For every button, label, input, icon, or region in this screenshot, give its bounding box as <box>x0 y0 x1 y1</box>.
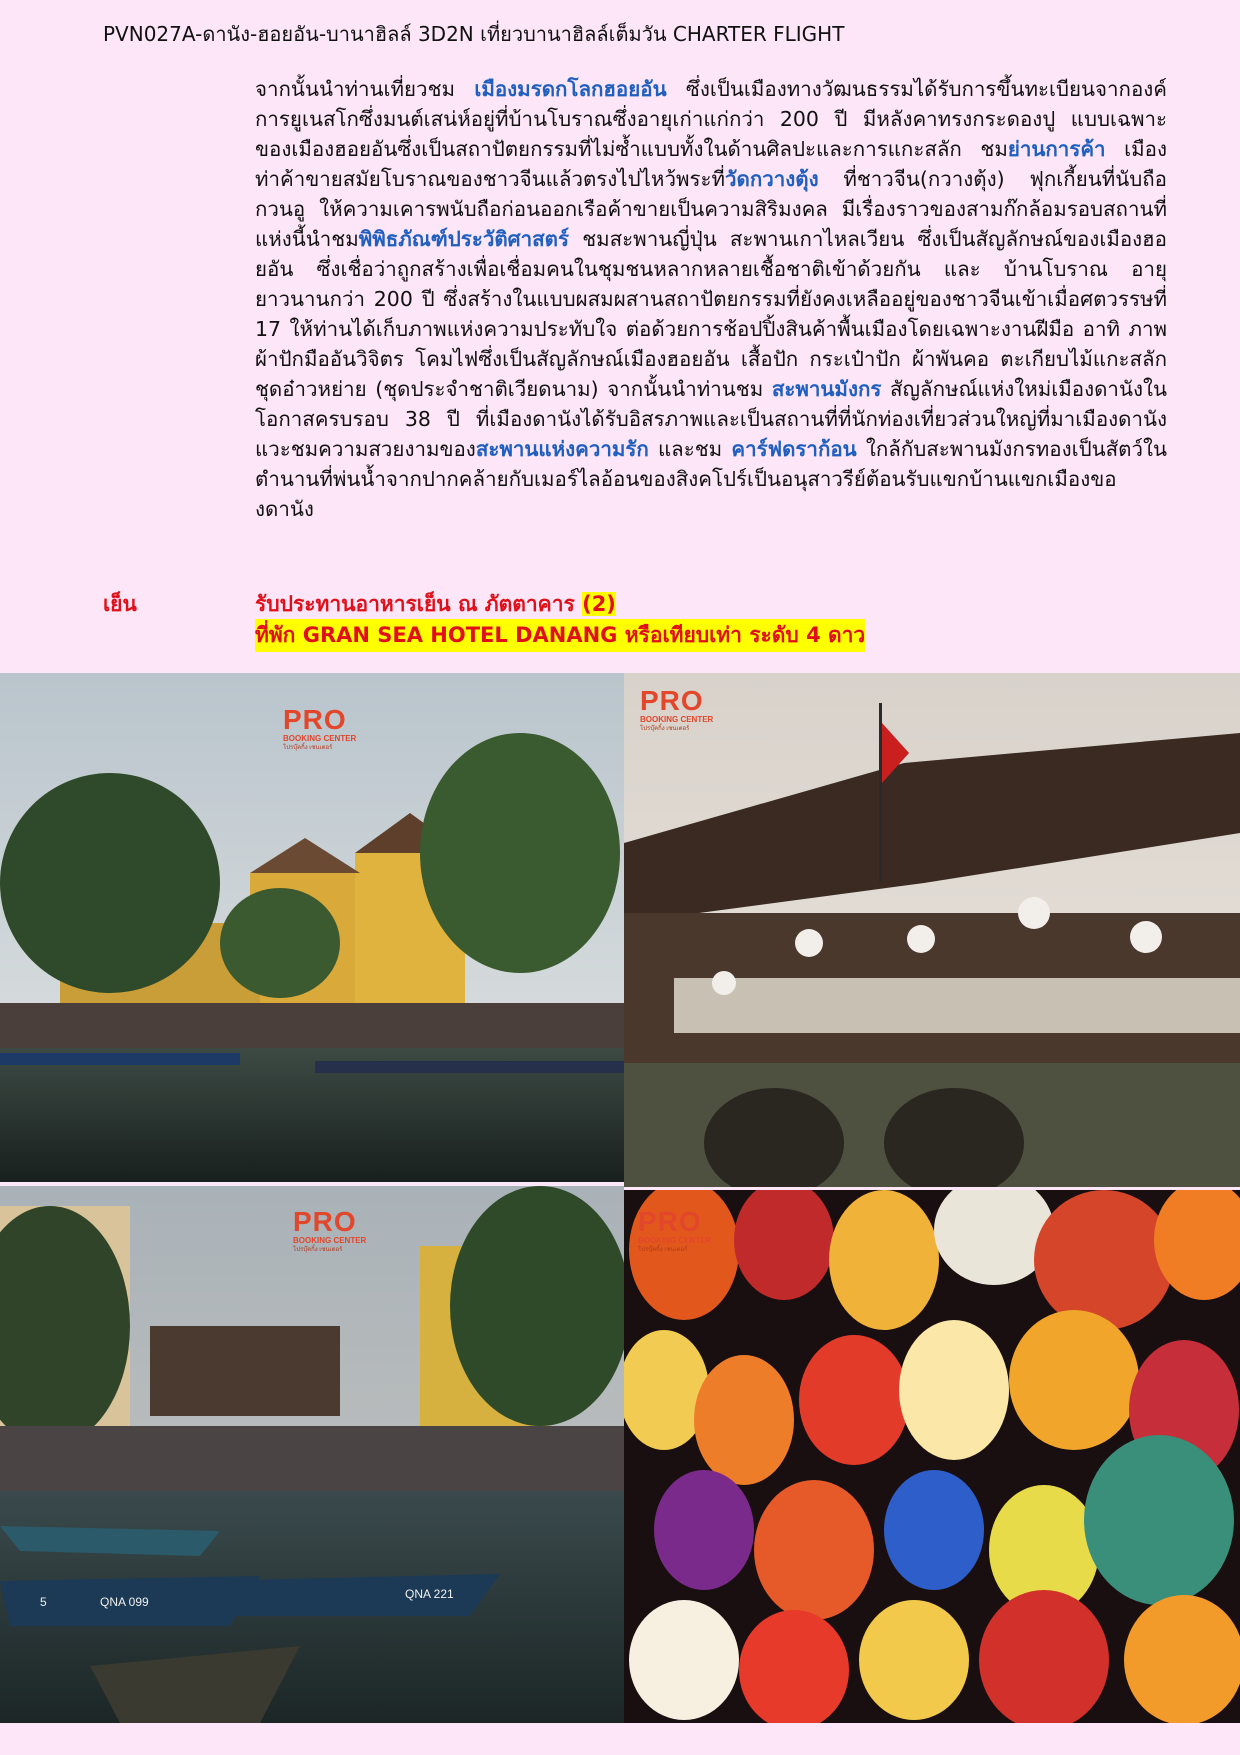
photo-hoi-an-riverside <box>0 673 624 1182</box>
highlight-carp-dragon: คาร์ฟดราก้อน <box>731 437 857 461</box>
dinner-line: รับประทานอาหารเย็น ณ ภัตตาคาร (2) <box>255 592 616 616</box>
highlight-love-bridge: สะพานแห่งความรัก <box>475 437 649 461</box>
photo-boats-river <box>0 1186 624 1723</box>
hotel-line: ที่พัก GRAN SEA HOTEL DANANG หรือเทียบเท่า ระดับ 4 ดาว <box>255 619 865 652</box>
itinerary-paragraph: จากนั้นนำท่านเที่ยวชม เมืองมรดกโลกฮอยอัน ซึ่งเป็นเมืองทางวัฒนธรรมได้รับการขึ้นทะเบียนจากองค์การยูเนสโกซึ่งมนต์เสน่ห์อยู่ที่บ้านโบราณซึ่งอายุเก่าแก่กว่า 200 ปี มีหลังคาทรงกระดองปู แบบเฉพาะของเมืองฮอยอันซึ่งเป็นสถาปัตยกรรมที่ไม่ซ้ำแบบทั้งในด้านศิลปะและการแกะสลัก ชมย่านการค้า เมืองท่าค้าขายสมัยโบราณของชาวจีนแล้วตรงไปไหว้พระที่วัดกวางตุ้ง ที่ชาวจีน(กวางตุ้ง) ฟุกเกี้ยนที่นับถือกวนอู ให้ความเคารพนับถือก่อนออกเรือค้าขายเป็นความสิริมงคล มีเรื่องราวของสามก๊กล้อมรอบสถานที่แห่งนี้นำชมพิพิธภัณฑ์ประวัติศาสตร์ ชมสะพานญี่ปุ่น สะพานเกาไหลเวียน ซึ่งเป็นสัญลักษณ์ของเมืองฮอยอัน ซึ่งเชื่อว่าถูกสร้างเพื่อเชื่อมคนในชุมชนหลากหลายเชื้อชาติเข้าด้วยกัน และ บ้านโบราณ อายุยาวนานกว่า 200 ปี ซึ่งสร้างในแบบผสมผสานสถาปัตยกรรมที่ยังคงเหลืออยู่ของชาวจีนเข้าเมื่อศตวรรษที่ 17 ให้ท่านได้เก็บภาพแห่งความประทับใจ ต่อด้วยการช้อปปิ้งสินค้าพื้นเมืองโดยเฉพาะงานฝีมือ อาทิ ภาพผ้าปักมืออันวิจิตร โคมไฟซึ่งเป็นสัญลักษณ์เมืองฮอยอัน เสื้อปัก กระเป๋าปัก ผ้าพันคอ ตะเกียบไม้แกะสลัก ชุดอ๋าวหย่าย (ชุดประจำชาติเวียดนาม) จากนั้นนำท่านชม สะพานมังกร สัญลักษณ์แห่งใหม่เมืองดานังในโอกาสครบรอบ 38 ปี ที่เมืองดานังได้รับอิสรภาพและเป็นสถานที่ที่นักท่องเที่ยวส่วนใหญ่ที่มาเมืองดานัง แวะชมความสวยงามของสะพานแห่งความรัก และชม คาร์ฟดราก้อน ใกล้กับสะพานมังกรทองเป็นสัตว์ในตำนานที่พ่นน้ำจากปากคล้ายกับเมอร์ไลอ้อนของสิงคโปร์เป็นอนุสาวรีย์ต้อนรับแขกบ้านแขกเมืองของดานัง <box>255 77 1167 521</box>
watermark: PRO BOOKING CENTER โปรบุ๊คกิ้ง เซนเตอร์ <box>638 1206 712 1253</box>
photo-lanterns <box>624 1190 1240 1723</box>
boat-number-c: QNA 221 <box>405 1587 454 1601</box>
document-header: PVN027A-ดานัง-ฮอยอัน-บานาฮิลล์ 3D2N เที่ยวบานาฮิลล์เต็มวัน CHARTER FLIGHT <box>103 22 845 46</box>
watermark: PRO BOOKING CENTER โปรบุ๊คกิ้ง เซนเตอร์ <box>293 1206 367 1253</box>
meal-count: (2) <box>582 592 616 616</box>
highlight-history-museum: พิพิธภัณฑ์ประวัติศาสตร์ <box>358 227 570 251</box>
highlight-cantonese-temple: วัดกวางตุ้ง <box>725 167 819 191</box>
watermark: PRO BOOKING CENTER โปรบุ๊คกิ้ง เซนเตอร์ <box>640 685 714 732</box>
boat-number-a: 5 <box>40 1595 47 1609</box>
highlight-trade-district: ย่านการค้า <box>1007 137 1106 161</box>
watermark: PRO BOOKING CENTER โปรบุ๊คกิ้ง เซนเตอร์ <box>283 704 357 751</box>
boat-number-b: QNA 099 <box>100 1595 149 1609</box>
highlight-hoi-an: เมืองมรดกโลกฮอยอัน <box>474 77 667 101</box>
dinner-label: เย็น <box>103 592 137 616</box>
photo-japanese-bridge <box>624 673 1240 1187</box>
highlight-dragon-bridge: สะพานมังกร <box>771 377 882 401</box>
